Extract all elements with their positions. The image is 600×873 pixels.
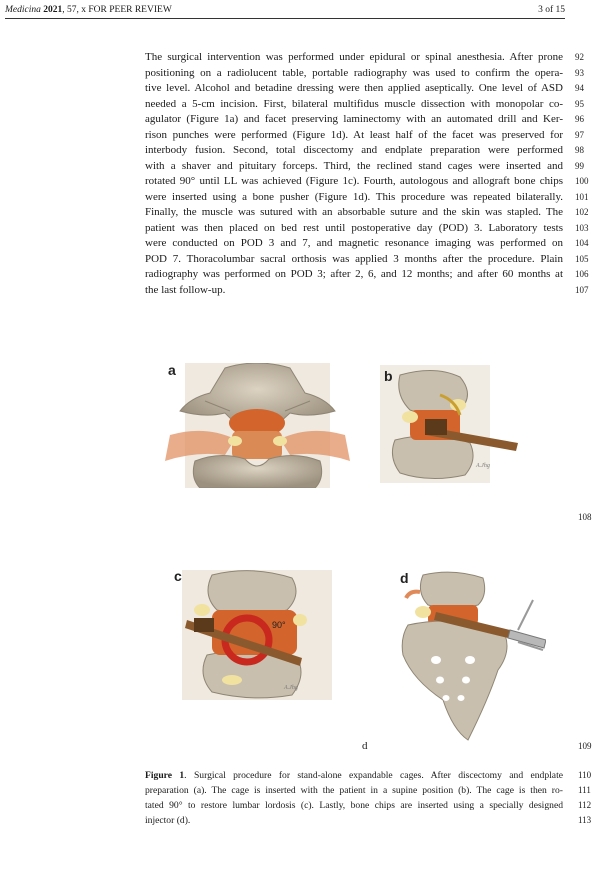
body-paragraph <box>145 50 563 298</box>
body-line: needed a 5-cm incision. First, bilateral multifidus muscle dissection with monopolar co- <box>145 97 563 110</box>
line-number: 98 <box>575 145 584 155</box>
figure-panel-d <box>398 570 546 745</box>
line-number: 96 <box>575 114 584 124</box>
line-number: 104 <box>575 238 589 248</box>
journal-citation <box>5 3 172 17</box>
caption-label: Figure 1 <box>145 770 185 781</box>
line-number: 97 <box>575 129 584 140</box>
panel-label-b: b <box>384 368 393 384</box>
body-line: interbody fusion. Second, total discectomy and endplate preparation were performed <box>145 144 563 156</box>
running-header <box>5 3 565 17</box>
header-rule <box>5 18 565 19</box>
line-number: 95 <box>575 98 584 109</box>
body-line: were inserted using a bone pusher (Figure 1d). This procedure was repeated bilaterally. <box>145 190 563 203</box>
bone-chip-injector-illustration <box>398 570 546 745</box>
caption-text: . Surgical procedure for stand-alone expandable cages. After discectomy and endplate <box>184 770 563 781</box>
panel-label-a: a <box>168 363 176 378</box>
journal-volume: , 57, x FOR PEER REVIEW <box>62 5 172 15</box>
caption-line: injector (d). <box>145 815 191 826</box>
body-line: agulator (Figure 1a) and facet preserving laminectomy with an automated drill and Ker- <box>145 113 563 125</box>
body-line: radiography was performed on POD 3; after 2, 6, and 12 months; and after 60 months at <box>145 268 563 280</box>
line-number: 111 <box>578 785 591 795</box>
spine-posterior-illustration <box>165 363 350 488</box>
figure-panel-b <box>380 365 518 483</box>
line-number: 110 <box>578 770 592 780</box>
body-line: positioning on a radiolucent table, portable radiography was used to confirm the opera- <box>145 66 563 79</box>
line-number: 102 <box>575 207 589 217</box>
body-line: rotated 90° until LL was achieved (Figure 1c). Fourth, autologous and allograft bone chips <box>145 175 563 187</box>
body-line: tive level. Alcohol and betadine dressing were then applied aseptically. One level of ASD <box>145 82 563 94</box>
body-line: Finally, the muscle was sutured with an absorbable suture and the skin was stapled. The <box>145 206 563 218</box>
line-number: 93 <box>575 67 584 78</box>
line-number: 106 <box>575 269 589 279</box>
line-number: 103 <box>575 222 589 233</box>
cage-insertion-illustration <box>380 365 518 483</box>
body-line: The surgical intervention was performed under epidural or spinal anesthesia. After prone <box>145 51 563 63</box>
line-number: 105 <box>575 253 589 264</box>
line-number: 109 <box>578 741 592 751</box>
journal-year: 2021 <box>43 5 63 15</box>
line-number: 92 <box>575 52 584 62</box>
cage-rotation-illustration <box>172 570 332 700</box>
figure-panel-a <box>165 363 350 488</box>
line-number: 112 <box>578 800 592 810</box>
body-line: POD 7. Thoracolumbar sacral orthosis was applied 3 months after the procedure. Plain <box>145 252 563 265</box>
body-line: patient was then placed on bed rest until postoperative day (POD) 3. Laboratory tests <box>145 221 563 234</box>
body-line: were conducted on POD 3 and 7, and magnetic resonance imaging was performed on <box>145 237 563 249</box>
body-line-numbers <box>575 50 599 298</box>
line-number: 101 <box>575 191 589 202</box>
rotation-angle-label: 90° <box>272 620 286 630</box>
caption-line: tated 90° to restore lumbar lordosis (c). Lastly, bone chips are inserted using a specially designed <box>145 800 563 811</box>
figure-panel-c <box>172 570 332 700</box>
journal-name: Medicina <box>5 5 41 15</box>
illustrator-signature: A.Jhg <box>284 685 298 691</box>
line-number: 100 <box>575 176 589 186</box>
line-number: 94 <box>575 83 584 93</box>
line-number: 113 <box>578 815 592 825</box>
panel-label-c: c <box>174 570 182 584</box>
body-line: rison punches were performed (Figure 1d). At least half of the facet was preserved for <box>145 128 563 141</box>
figure-caption <box>145 768 563 828</box>
caption-line <box>145 768 563 783</box>
caption-line: preparation (a). The cage is inserted with the patient in a supine position (b). The cage is then ro- <box>145 785 563 796</box>
body-line: with a shaver and pituitary forceps. Third, the reclined stand cages were inserted and <box>145 159 563 172</box>
line-number: 99 <box>575 160 584 171</box>
stray-panel-letter: d <box>362 740 368 752</box>
illustrator-signature: A.Jhg <box>476 463 490 469</box>
line-number: 108 <box>578 512 592 522</box>
line-number: 107 <box>575 284 589 295</box>
caption-line-numbers <box>578 768 591 828</box>
page-number: 3 of 15 <box>538 5 565 15</box>
panel-label-d: d <box>400 570 409 586</box>
body-line: the last follow-up. <box>145 283 226 296</box>
